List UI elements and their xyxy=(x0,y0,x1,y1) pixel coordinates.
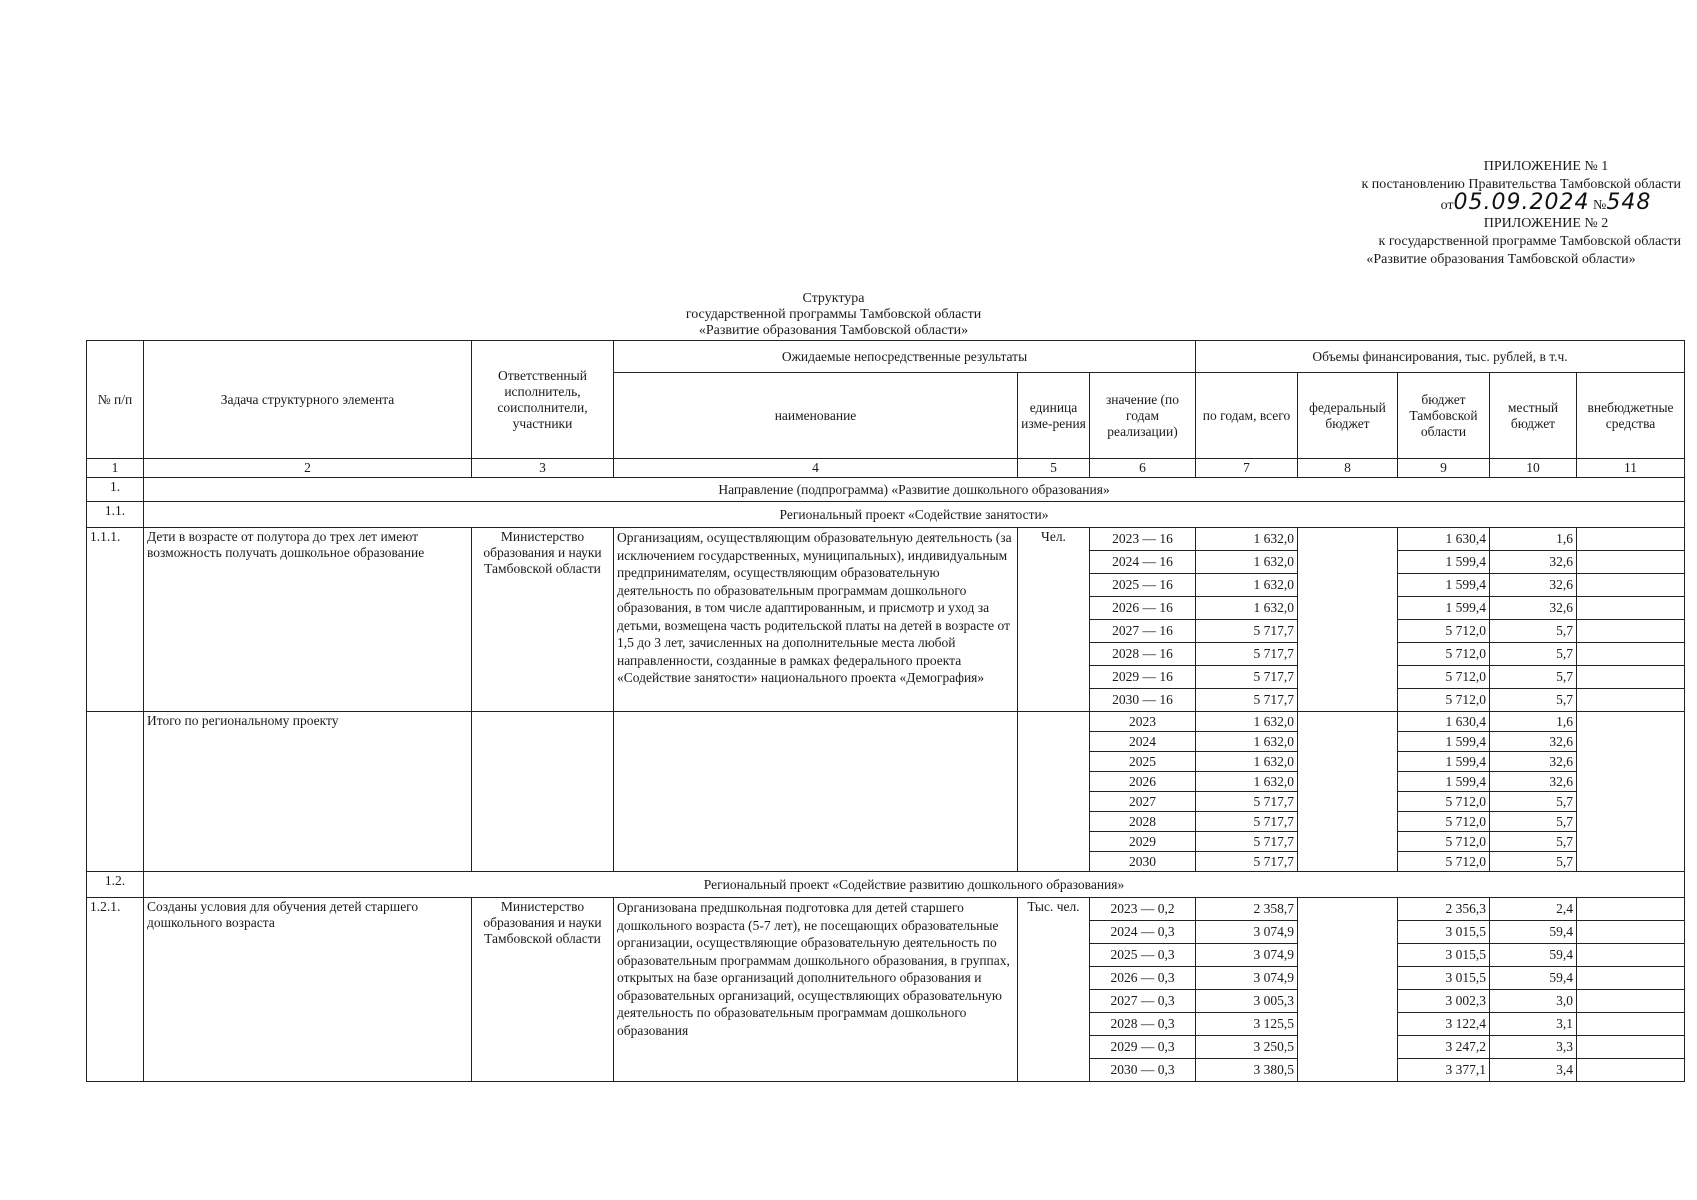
empty-cell xyxy=(1577,666,1684,689)
unit-cell: Тыс. чел. xyxy=(1018,898,1090,1082)
empty-cell xyxy=(1577,898,1684,921)
funding-header: Объемы финансирования, тыс. рублей, в т.ч. xyxy=(1196,341,1685,373)
empty-cell xyxy=(1577,990,1684,1013)
row-num: 1.2.1. xyxy=(87,898,144,1082)
cell-value: 3 015,5 xyxy=(1398,921,1489,944)
cell-value: 1 632,0 xyxy=(1196,752,1297,772)
cell-value: 3 015,5 xyxy=(1398,944,1489,967)
col-num-header: № п/п xyxy=(87,341,144,459)
cell-value: 3 377,1 xyxy=(1445,1062,1486,1077)
extra-list xyxy=(1577,898,1684,1081)
empty-cell xyxy=(1577,643,1684,666)
cell-value: 1 599,4 xyxy=(1398,752,1489,772)
value-list xyxy=(1090,898,1195,1081)
col-federal-header: федеральный бюджет xyxy=(1298,373,1398,459)
cell-value: 5 712,0 xyxy=(1445,854,1486,869)
cell-value: 3 002,3 xyxy=(1398,990,1489,1013)
empty-cell xyxy=(1577,1036,1684,1059)
cell-value: 2028 xyxy=(1090,812,1195,832)
cell-value: 1 632,0 xyxy=(1196,574,1297,597)
empty-cell xyxy=(1577,1013,1684,1036)
cell-value: 2023 — 16 xyxy=(1090,528,1195,551)
appendix-2-title: ПРИЛОЖЕНИЕ № 2 xyxy=(1483,216,1609,231)
cell-value: 32,6 xyxy=(1490,597,1576,620)
local-list xyxy=(1490,898,1576,1081)
cell-value: 2027 xyxy=(1090,792,1195,812)
empty-cell xyxy=(1577,1059,1684,1081)
cell-value: 5 717,7 xyxy=(1196,643,1297,666)
cell-value: 2029 — 0,3 xyxy=(1090,1036,1195,1059)
section-row: 1.2. Региональный проект «Содействие развитию дошкольного образования» xyxy=(87,872,1685,898)
cell-value: 5 717,7 xyxy=(1196,812,1297,832)
appendix-2-ref: к государственной программе Тамбовской области xyxy=(1378,234,1681,249)
cell-value: 3,4 xyxy=(1556,1062,1573,1077)
section-row: 1. Направление (подпрограмма) «Развитие дошкольного образования» xyxy=(87,478,1685,502)
cell-value: 3 125,5 xyxy=(1196,1013,1297,1036)
cell-value: 2026 — 16 xyxy=(1090,597,1195,620)
cell-value: 2030 xyxy=(1129,854,1156,869)
cell-value: 1 599,4 xyxy=(1398,574,1489,597)
extra-list xyxy=(1577,528,1684,711)
cell-value: 5,7 xyxy=(1490,812,1576,832)
cell-value: 5 717,7 xyxy=(1196,666,1297,689)
cell-value: 2028 — 0,3 xyxy=(1090,1013,1195,1036)
empty-cell xyxy=(1577,574,1684,597)
resp-cell: Министерство образования и науки Тамбовской области xyxy=(472,898,614,1082)
empty-cell xyxy=(1577,944,1684,967)
cell-value: 5 712,0 xyxy=(1398,812,1489,832)
total-label: Итого по региональному проекту xyxy=(144,712,472,872)
col-resp-header: Ответственный исполнитель, соисполнители, участники xyxy=(472,341,614,459)
empty-cell xyxy=(1577,620,1684,643)
empty-cell xyxy=(1577,528,1684,551)
cell-value: 5,7 xyxy=(1556,692,1573,707)
cell-value: 2024 — 16 xyxy=(1090,551,1195,574)
cell-value: 59,4 xyxy=(1490,921,1576,944)
cell-value: 2026 xyxy=(1090,772,1195,792)
result-name-cell: Организациям, осуществляющим образовательную деятельность (за исключением государственных, муниципальных), индивидуальным предпринимателям, осуществляющим образовательную деятельность по образовательным программам дошкольного образования, в том числе адаптированным, и присмотр и уход за детьми, возмещена часть родительской платы на детей в возрасте от 1,5 до 3 лет, зачисленных на дополнительные места любой направленности, созданные в рамках федерального проекта «Содействие занятости» национального проекта «Демография» xyxy=(614,528,1018,712)
cell-value: 1 599,4 xyxy=(1398,772,1489,792)
cell-value: 32,6 xyxy=(1490,732,1576,752)
total-sum-list xyxy=(1196,712,1297,871)
document-header xyxy=(1261,158,1681,269)
total-list xyxy=(1196,898,1297,1081)
cell-value: 5 712,0 xyxy=(1398,666,1489,689)
cell-value: 1 599,4 xyxy=(1398,551,1489,574)
empty-cell xyxy=(1577,551,1684,574)
cell-value: 1,6 xyxy=(1490,528,1576,551)
total-local-list xyxy=(1490,712,1576,871)
regional-list xyxy=(1398,898,1489,1081)
cell-value: 2024 — 0,3 xyxy=(1090,921,1195,944)
col-regional-header: бюджет Тамбовской области xyxy=(1398,373,1490,459)
task-cell: Созданы условия для обучения детей старшего дошкольного возраста xyxy=(144,898,472,1082)
cell-value: 2029 xyxy=(1090,832,1195,852)
cell-value: 2025 — 0,3 xyxy=(1090,944,1195,967)
date-line: от05.09.2024 №548 xyxy=(1440,190,1652,215)
cell-value: 3 122,4 xyxy=(1398,1013,1489,1036)
document-title: Структура государственной программы Тамбовской области «Развитие образования Тамбовской области» xyxy=(685,291,982,338)
cell-value: 5 717,7 xyxy=(1253,854,1294,869)
cell-value: 1 632,0 xyxy=(1196,597,1297,620)
cell-value: 2023 xyxy=(1090,712,1195,732)
col-local-header: местный бюджет xyxy=(1490,373,1577,459)
cell-value: 5 712,0 xyxy=(1398,643,1489,666)
cell-value: 2027 — 0,3 xyxy=(1090,990,1195,1013)
empty-cell xyxy=(1577,689,1684,711)
handwritten-number: 548 xyxy=(1606,190,1652,215)
cell-value: 2 356,3 xyxy=(1398,898,1489,921)
cell-value: 1 632,0 xyxy=(1196,551,1297,574)
cell-value: 1 599,4 xyxy=(1398,597,1489,620)
cell-value: 32,6 xyxy=(1490,752,1576,772)
cell-value: 5 717,7 xyxy=(1253,692,1294,707)
cell-value: 2030 — 16 xyxy=(1112,692,1173,707)
cell-value: 3 380,5 xyxy=(1253,1062,1294,1077)
appendix-2-program: «Развитие образования Тамбовской области» xyxy=(1366,252,1636,267)
empty-cell xyxy=(1577,967,1684,990)
cell-value: 3 074,9 xyxy=(1196,944,1297,967)
total-regional-list xyxy=(1398,712,1489,871)
cell-value: 2,4 xyxy=(1490,898,1576,921)
cell-value: 5,7 xyxy=(1490,620,1576,643)
cell-value: 5,7 xyxy=(1490,666,1576,689)
cell-value: 5 717,7 xyxy=(1196,832,1297,852)
table-row xyxy=(87,528,1685,712)
cell-value: 1 630,4 xyxy=(1398,528,1489,551)
cell-value: 3 250,5 xyxy=(1196,1036,1297,1059)
cell-value: 32,6 xyxy=(1490,551,1576,574)
cell-value: 1 632,0 xyxy=(1196,772,1297,792)
cell-value: 5 712,0 xyxy=(1398,620,1489,643)
cell-value: 2 358,7 xyxy=(1196,898,1297,921)
resp-cell: Министерство образования и науки Тамбовской области xyxy=(472,528,614,712)
col-task-header: Задача структурного элемента xyxy=(144,341,472,459)
cell-value: 2030 — 0,3 xyxy=(1110,1062,1175,1077)
cell-value: 5,7 xyxy=(1490,643,1576,666)
cell-value: 1 632,0 xyxy=(1196,732,1297,752)
cell-value: 2026 — 0,3 xyxy=(1090,967,1195,990)
appendix-1-title: ПРИЛОЖЕНИЕ № 1 xyxy=(1483,159,1609,174)
cell-value: 3,0 xyxy=(1490,990,1576,1013)
cell-value: 2023 — 0,2 xyxy=(1090,898,1195,921)
cell-value: 5,7 xyxy=(1490,832,1576,852)
total-years-list xyxy=(1090,712,1195,871)
cell-value: 2024 xyxy=(1090,732,1195,752)
unit-cell: Чел. xyxy=(1018,528,1090,712)
local-list xyxy=(1490,528,1576,711)
structure-table xyxy=(86,340,1685,1082)
cell-value: 3 074,9 xyxy=(1196,967,1297,990)
cell-value: 2025 — 16 xyxy=(1090,574,1195,597)
column-number-row: 1 2 3 4 5 6 7 8 9 10 11 xyxy=(87,459,1685,478)
value-list xyxy=(1090,528,1195,711)
cell-value: 3 247,2 xyxy=(1398,1036,1489,1059)
total-row xyxy=(87,712,1685,872)
cell-value: 3,3 xyxy=(1490,1036,1576,1059)
cell-value: 5 712,0 xyxy=(1398,792,1489,812)
total-list xyxy=(1196,528,1297,711)
regional-list xyxy=(1398,528,1489,711)
row-num: 1.1.1. xyxy=(87,528,144,712)
cell-value: 1 599,4 xyxy=(1398,732,1489,752)
table-row xyxy=(87,898,1685,1082)
col-unit-header: единица изме-рения xyxy=(1018,373,1090,459)
cell-value: 59,4 xyxy=(1490,944,1576,967)
cell-value: 5 712,0 xyxy=(1445,692,1486,707)
cell-value: 5 717,7 xyxy=(1196,792,1297,812)
cell-value: 32,6 xyxy=(1490,574,1576,597)
cell-value: 5 717,7 xyxy=(1196,620,1297,643)
cell-value: 3 074,9 xyxy=(1196,921,1297,944)
cell-value: 1 632,0 xyxy=(1196,712,1297,732)
cell-value: 5,7 xyxy=(1556,854,1573,869)
col-extra-header: внебюджетные средства xyxy=(1577,373,1685,459)
cell-value: 2028 — 16 xyxy=(1090,643,1195,666)
col-total-header: по годам, всего xyxy=(1196,373,1298,459)
cell-value: 3,1 xyxy=(1490,1013,1576,1036)
expected-results-header: Ожидаемые непосредственные результаты xyxy=(614,341,1196,373)
cell-value: 2029 — 16 xyxy=(1090,666,1195,689)
federal-cell xyxy=(1298,528,1398,712)
cell-value: 1,6 xyxy=(1490,712,1576,732)
result-name-cell: Организована предшкольная подготовка для детей старшего дошкольного возраста (5-7 лет), не посещающих образовательные организации, осуществляющие образовательную деятельность по образовательным программам дошкольного образования, в группах, открытых на базе организаций дополнительного образования и образовательных организаций, осуществляющих образовательную деятельность по образовательным программам дошкольного образования xyxy=(614,898,1018,1082)
appendix-1-ref: к постановлению Правительства Тамбовской области xyxy=(1361,177,1681,192)
handwritten-date: 05.09.2024 xyxy=(1453,190,1590,215)
cell-value: 1 632,0 xyxy=(1196,528,1297,551)
task-cell: Дети в возрасте от полутора до трех лет имеют возможность получать дошкольное образование xyxy=(144,528,472,712)
cell-value: 3 005,3 xyxy=(1196,990,1297,1013)
section-row: 1.1. Региональный проект «Содействие занятости» xyxy=(87,502,1685,528)
cell-value: 5 712,0 xyxy=(1398,832,1489,852)
cell-value: 3 015,5 xyxy=(1398,967,1489,990)
cell-value: 2025 xyxy=(1090,752,1195,772)
cell-value: 2027 — 16 xyxy=(1090,620,1195,643)
empty-cell xyxy=(1577,921,1684,944)
empty-cell xyxy=(1577,597,1684,620)
cell-value: 32,6 xyxy=(1490,772,1576,792)
col-value-header: значение (по годам реализации) xyxy=(1090,373,1196,459)
cell-value: 5,7 xyxy=(1490,792,1576,812)
col-name-header: наименование xyxy=(614,373,1018,459)
cell-value: 1 630,4 xyxy=(1398,712,1489,732)
cell-value: 59,4 xyxy=(1490,967,1576,990)
